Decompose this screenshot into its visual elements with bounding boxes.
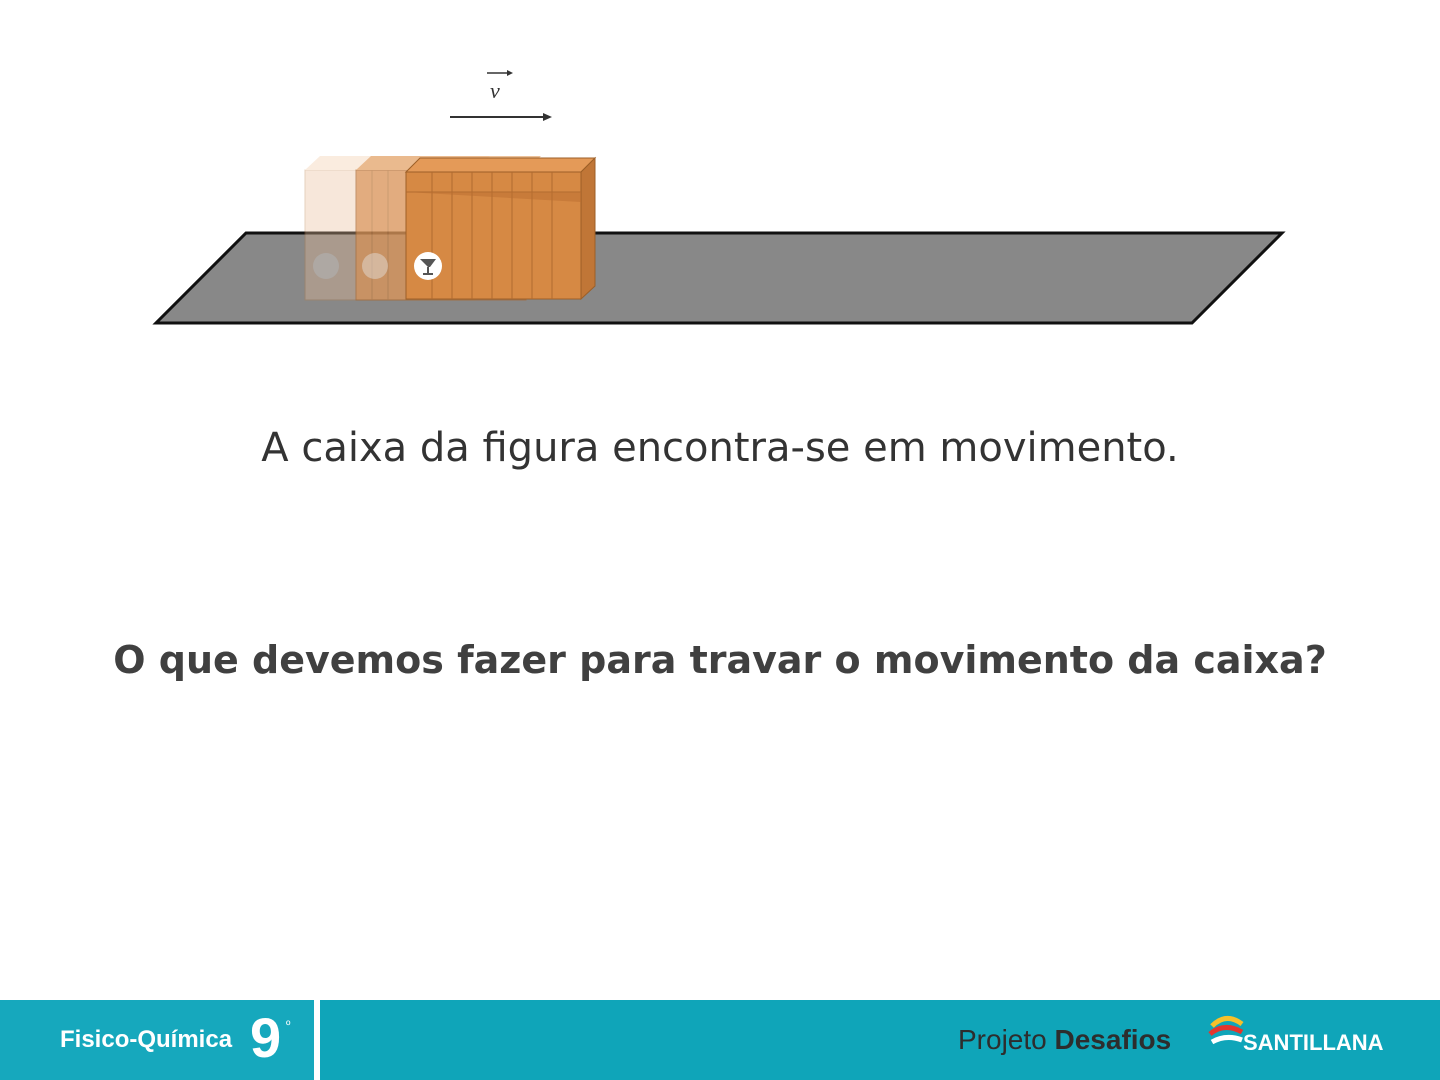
question-text: O que devemos fazer para travar o movimento da caixa? [113,638,1327,682]
fragile-glass-icon [414,252,442,280]
publisher-label: SANTILLANA [1243,1030,1384,1055]
velocity-label: v [490,78,500,103]
project-logo [958,1024,1171,1056]
moving-box [406,158,595,299]
footer-bar [0,1000,1440,1080]
footer-brand-panel [320,1000,1440,1080]
footer-subject-panel [0,1000,314,1080]
velocity-vector-arrow [450,70,552,121]
santillana-logo-icon [1206,1012,1246,1052]
grade-ordinal: º [286,1018,291,1032]
subject-label: Fisico-Química [60,1026,233,1053]
project-prefix: Projeto [958,1024,1047,1055]
project-name: Desafios [1054,1024,1172,1055]
grade-number: 9 [250,1006,282,1069]
statement-text: A caixa da figura encontra-se em movimento. [261,425,1179,471]
